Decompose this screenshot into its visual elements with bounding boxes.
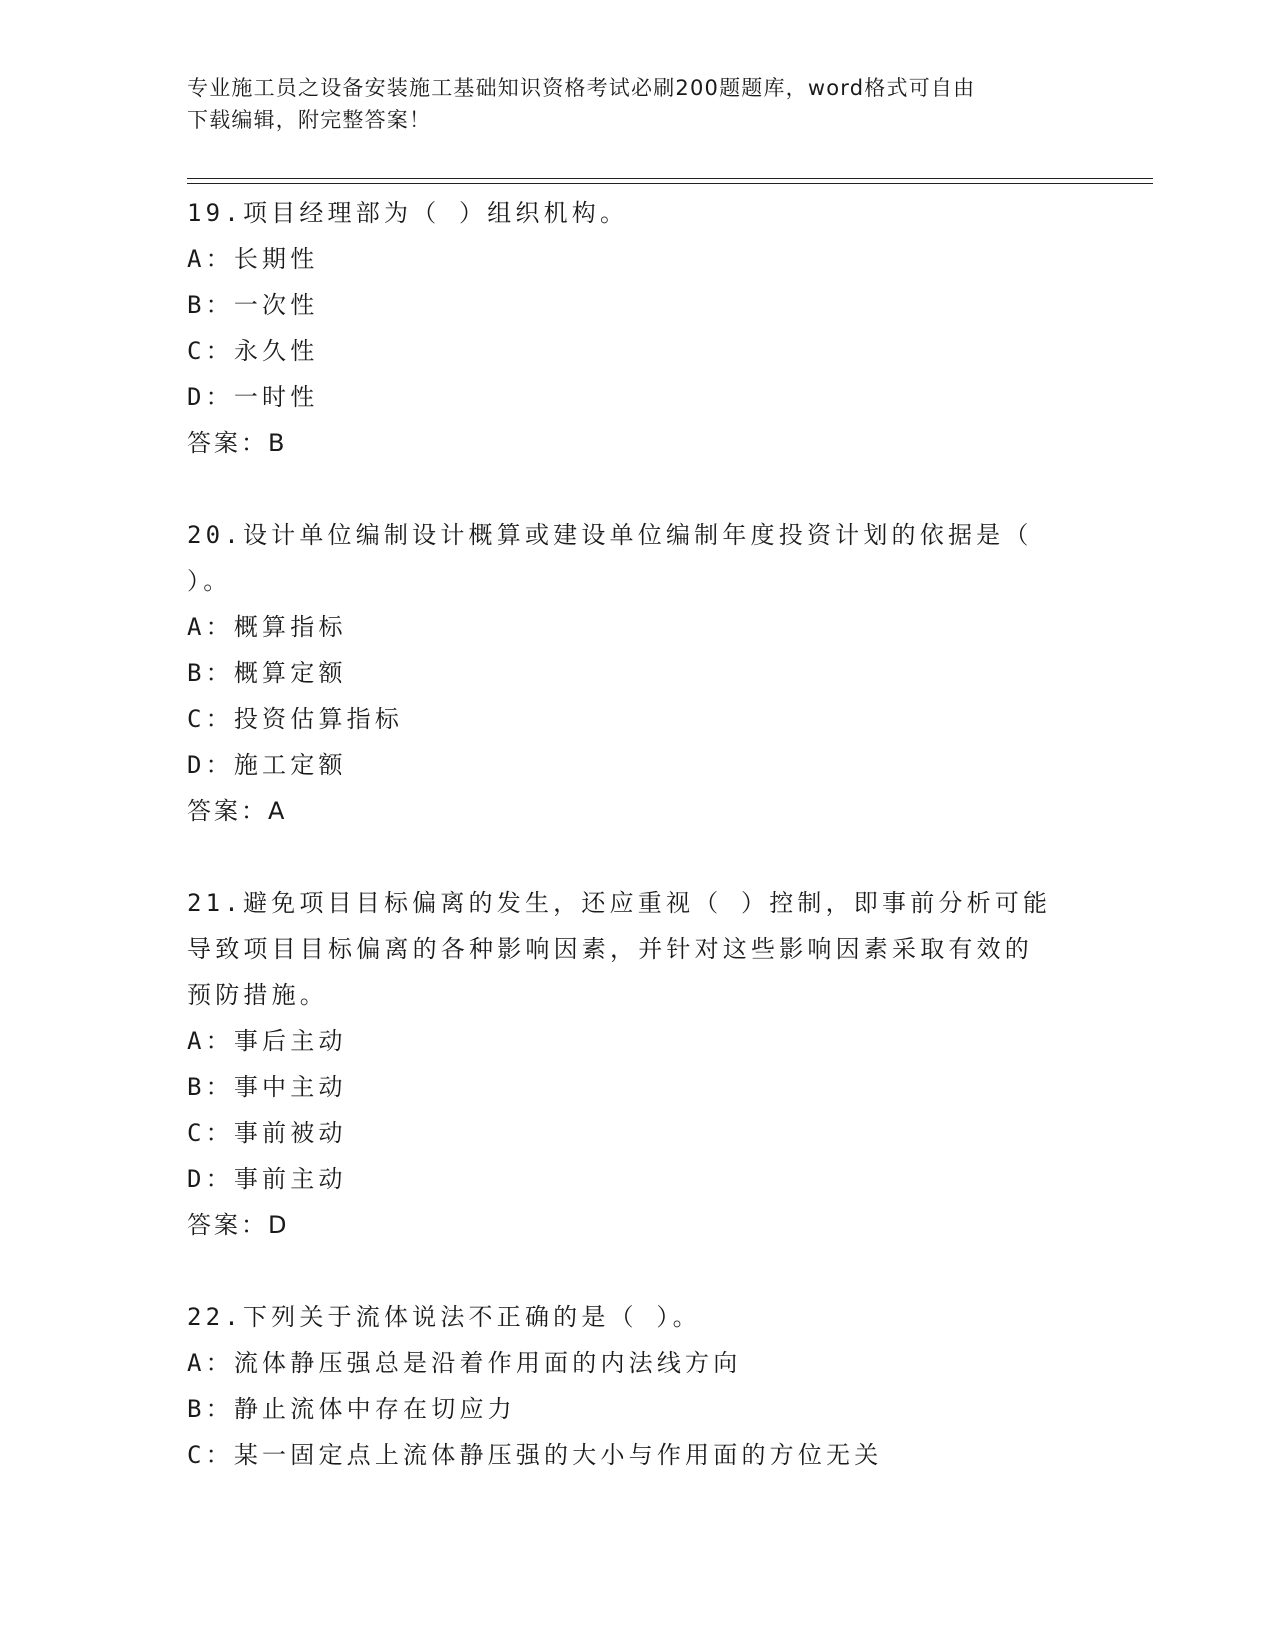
question-19: [187, 190, 1067, 466]
option-a: A：流体静压强总是沿着作用面的内法线方向: [187, 1349, 742, 1377]
spacer: [187, 466, 1067, 512]
option-a: A：事后主动: [187, 1027, 347, 1055]
option-a: A：长期性: [187, 245, 319, 273]
answer: 答案：D: [187, 1211, 290, 1239]
header-line-2: 下载编辑，附完整答案！: [187, 108, 432, 132]
option-b: B：概算定额: [187, 659, 347, 687]
header-line-1: 专业施工员之设备安装施工基础知识资格考试必刷200题题库，word格式可自由: [187, 76, 976, 100]
document-header: [187, 72, 1067, 136]
spacer: [187, 1248, 1067, 1294]
option-c: C：事前被动: [187, 1119, 347, 1147]
question-stem-line-1: 20.设计单位编制设计概算或建设单位编制年度投资计划的依据是（: [187, 521, 1033, 549]
option-b: B：一次性: [187, 291, 319, 319]
question-stem: 19.项目经理部为（ ）组织机构。: [187, 199, 629, 227]
option-d: D：施工定额: [187, 751, 347, 779]
option-d: D：事前主动: [187, 1165, 347, 1193]
option-b: B：事中主动: [187, 1073, 347, 1101]
question-stem-line-2: ）。: [187, 567, 232, 595]
option-b: B：静止流体中存在切应力: [187, 1395, 516, 1423]
question-stem-line-2: 导致项目目标偏离的各种影响因素，并针对这些影响因素采取有效的: [187, 935, 1033, 963]
option-c: C：某一固定点上流体静压强的大小与作用面的方位无关: [187, 1441, 883, 1469]
question-22: [187, 1294, 1067, 1478]
option-c: C：永久性: [187, 337, 319, 365]
question-stem-line-3: 预防措施。: [187, 981, 328, 1009]
question-stem-line-1: 21.避免项目目标偏离的发生，还应重视（ ）控制，即事前分析可能: [187, 889, 1052, 917]
question-20: [187, 512, 1067, 834]
answer: 答案：A: [187, 797, 288, 825]
option-d: D：一时性: [187, 383, 319, 411]
spacer: [187, 834, 1067, 880]
header-rule-top: [187, 178, 1153, 179]
header-rule-bottom: [187, 183, 1153, 184]
question-stem: 22.下列关于流体说法不正确的是（ ）。: [187, 1303, 701, 1331]
option-c: C：投资估算指标: [187, 705, 404, 733]
question-list: [187, 190, 1067, 1478]
option-a: A：概算指标: [187, 613, 347, 641]
answer: 答案：B: [187, 429, 288, 457]
question-21: [187, 880, 1067, 1248]
